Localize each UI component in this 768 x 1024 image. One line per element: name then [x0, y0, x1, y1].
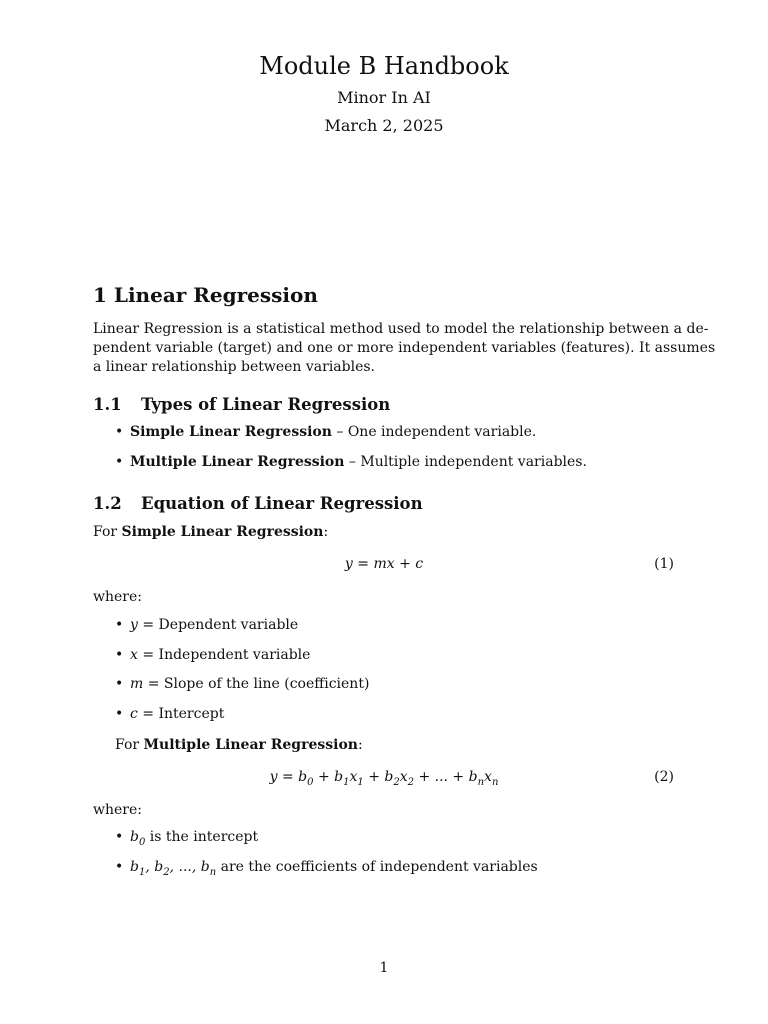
list-item-desc: are the coefficients of independent variables	[216, 859, 538, 875]
multiple-intro-line	[115, 736, 698, 755]
list-item-term: Multiple Linear Regression	[130, 454, 345, 470]
bullet-icon: •	[115, 829, 124, 845]
bullet-icon: •	[115, 706, 124, 722]
subsection-heading-equation	[93, 494, 423, 513]
simple-intro-line	[93, 523, 676, 542]
text-prefix: For	[93, 524, 122, 540]
math-symbol: x	[130, 647, 138, 663]
list-item	[115, 859, 538, 878]
bullet-icon: •	[115, 424, 124, 440]
where-label: where:	[93, 802, 142, 818]
math-symbol: $b_1$, $b_2$, ..., $b_n$	[130, 859, 217, 878]
subsection-heading-types	[93, 395, 390, 414]
list-item	[115, 676, 369, 692]
paragraph-line: Linear Regression is a statistical method used to model the relationship between a de-	[93, 321, 709, 337]
equation-1: y = mx + c	[344, 556, 424, 572]
list-item	[115, 647, 310, 663]
list-item-desc: = Independent variable	[137, 647, 311, 663]
math-symbol: c	[130, 706, 138, 722]
list-item	[115, 454, 587, 470]
math-symbol: m	[130, 676, 144, 692]
list-item-desc: = Dependent variable	[137, 617, 299, 633]
list-item-desc: is the intercept	[145, 829, 259, 845]
list-item-desc: – One independent variable.	[331, 424, 537, 440]
subsection-title: Types of Linear Regression	[141, 395, 391, 414]
section-title: Linear Regression	[113, 283, 318, 307]
bold-term: Multiple Linear Regression	[143, 737, 358, 753]
section-heading-linear-regression	[93, 283, 318, 307]
colon: :	[323, 524, 329, 540]
math-symbol: y	[130, 617, 138, 633]
paragraph-line: pendent variable (target) and one or more independent variables (features). It assumes	[93, 340, 716, 356]
subsection-number: 1.1	[93, 395, 122, 414]
list-item	[115, 829, 258, 848]
list-item-desc: = Slope of the line (coefficient)	[143, 676, 370, 692]
document-title: Module B Handbook	[259, 52, 509, 80]
list-item-desc: = Intercept	[137, 706, 225, 722]
text-prefix: For	[115, 737, 144, 753]
colon: :	[357, 737, 363, 753]
bullet-icon: •	[115, 647, 124, 663]
page-number: 1	[379, 960, 389, 976]
bullet-icon: •	[115, 859, 124, 875]
subsection-title: Equation of Linear Regression	[141, 494, 423, 513]
equation-number-1: (1)	[654, 556, 674, 572]
list-item-desc: – Multiple independent variables.	[344, 454, 587, 470]
intro-paragraph	[93, 320, 716, 377]
paragraph-line: a linear relationship between variables.	[93, 359, 376, 375]
list-item	[115, 424, 536, 440]
list-item	[115, 706, 224, 722]
equation-2: $y = b_0 + b_1x_1 + b_2x_2$ + ... + $b_nx_n$	[269, 769, 499, 788]
document-author: Minor In AI	[337, 88, 431, 107]
equation-number-2: (2)	[654, 769, 674, 785]
bullet-icon: •	[115, 454, 124, 470]
math-symbol: $b_0$	[130, 829, 146, 848]
bullet-icon: •	[115, 617, 124, 633]
bullet-icon: •	[115, 676, 124, 692]
document-date: March 2, 2025	[324, 116, 444, 135]
list-item	[115, 617, 298, 633]
where-label: where:	[93, 589, 142, 605]
subsection-number: 1.2	[93, 494, 122, 513]
bold-term: Simple Linear Regression	[121, 524, 324, 540]
section-number: 1	[93, 283, 107, 307]
list-item-term: Simple Linear Regression	[130, 424, 332, 440]
